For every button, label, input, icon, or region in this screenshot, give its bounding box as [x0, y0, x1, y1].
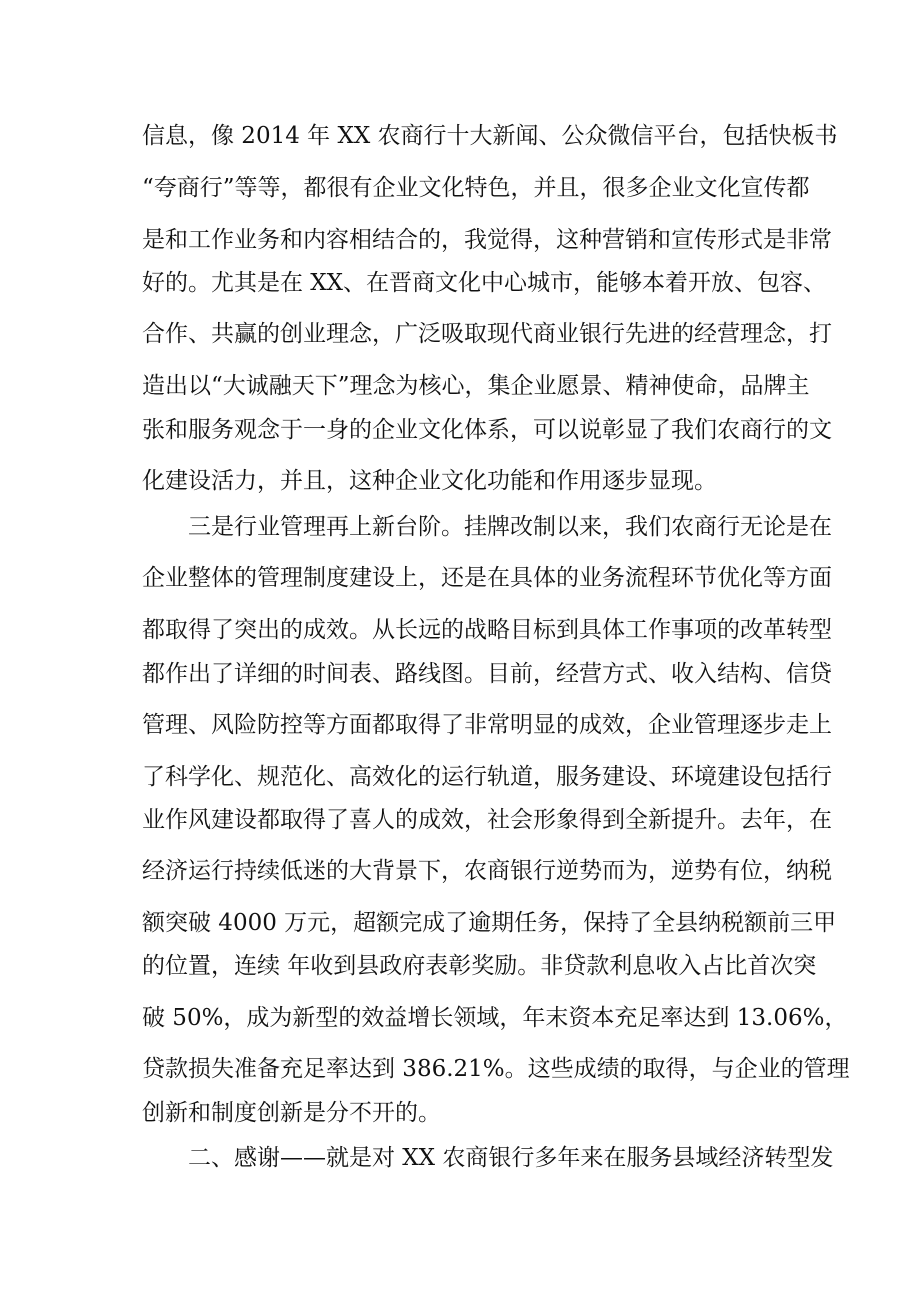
paragraph-3-line-1: 二、感谢——就是对 XX 农商银行多年来在服务县域经济转型发 [188, 1145, 834, 1171]
paragraph-2-line-7: 业作风建设都取得了喜人的成效，社会形象得到全新提升。去年，在 [142, 807, 832, 833]
paragraph-2-line-12: 贷款损失准备充足率达到 386.21%。这些成绩的取得，与企业的管理 [142, 1056, 850, 1082]
paragraph-2-line-6: 了科学化、规范化、高效化的运行轨道，服务建设、环境建设包括行 [142, 764, 832, 790]
paragraph-2-line-3: 都取得了突出的成效。从长远的战略目标到具体工作事项的改革转型 [142, 617, 832, 643]
paragraph-2-line-13: 创新和制度创新是分不开的。 [142, 1100, 441, 1126]
paragraph-2-line-11: 破 50%，成为新型的效益增长领域，年末资本充足率达到 13.06%， [142, 1005, 848, 1031]
paragraph-1-line-1: 信息，像 2014 年 XX 农商行十大新闻、公众微信平台，包括快板书 [142, 123, 838, 149]
paragraph-2-line-5: 管理、风险防控等方面都取得了非常明显的成效，企业管理逐步走上 [142, 712, 832, 738]
paragraph-1-line-6: 造出以“大诚融天下”理念为核心，集企业愿景、精神使命，品牌主 [142, 373, 810, 399]
paragraph-1-line-5: 合作、共赢的创业理念，广泛吸取现代商业银行先进的经营理念，打 [142, 321, 832, 347]
paragraph-2-line-2: 企业整体的管理制度建设上，还是在具体的业务流程环节优化等方面 [142, 565, 832, 591]
paragraph-1-line-4: 好的。尤其是在 XX、在晋商文化中心城市，能够本着开放、包容、 [142, 270, 827, 296]
paragraph-2-line-8: 经济运行持续低迷的大背景下，农商银行逆势而为，逆势有位，纳税 [142, 858, 832, 884]
paragraph-1-line-3: 是和工作业务和内容相结合的，我觉得，这种营销和宣传形式是非常 [142, 227, 832, 253]
paragraph-2-line-9: 额突破 4000 万元，超额完成了逾期任务，保持了全县纳税额前三甲 [142, 910, 837, 936]
paragraph-2-line-4: 都作出了详细的时间表、路线图。目前，经营方式、收入结构、信贷 [142, 661, 832, 687]
paragraph-1-line-7: 张和服务观念于一身的企业文化体系，可以说彰显了我们农商行的文 [142, 417, 832, 443]
paragraph-1-line-8: 化建设活力，并且，这种企业文化功能和作用逐步显现。 [142, 468, 717, 494]
paragraph-2-line-1: 三是行业管理再上新台阶。挂牌改制以来，我们农商行无论是在 [188, 514, 832, 540]
paragraph-1-line-2: “夸商行”等等，都很有企业文化特色，并且，很多企业文化宣传都 [142, 175, 810, 201]
paragraph-2-line-10: 的位置，连续 年收到县政府表彰奖励。非贷款利息收入占比首次突 [142, 953, 817, 979]
